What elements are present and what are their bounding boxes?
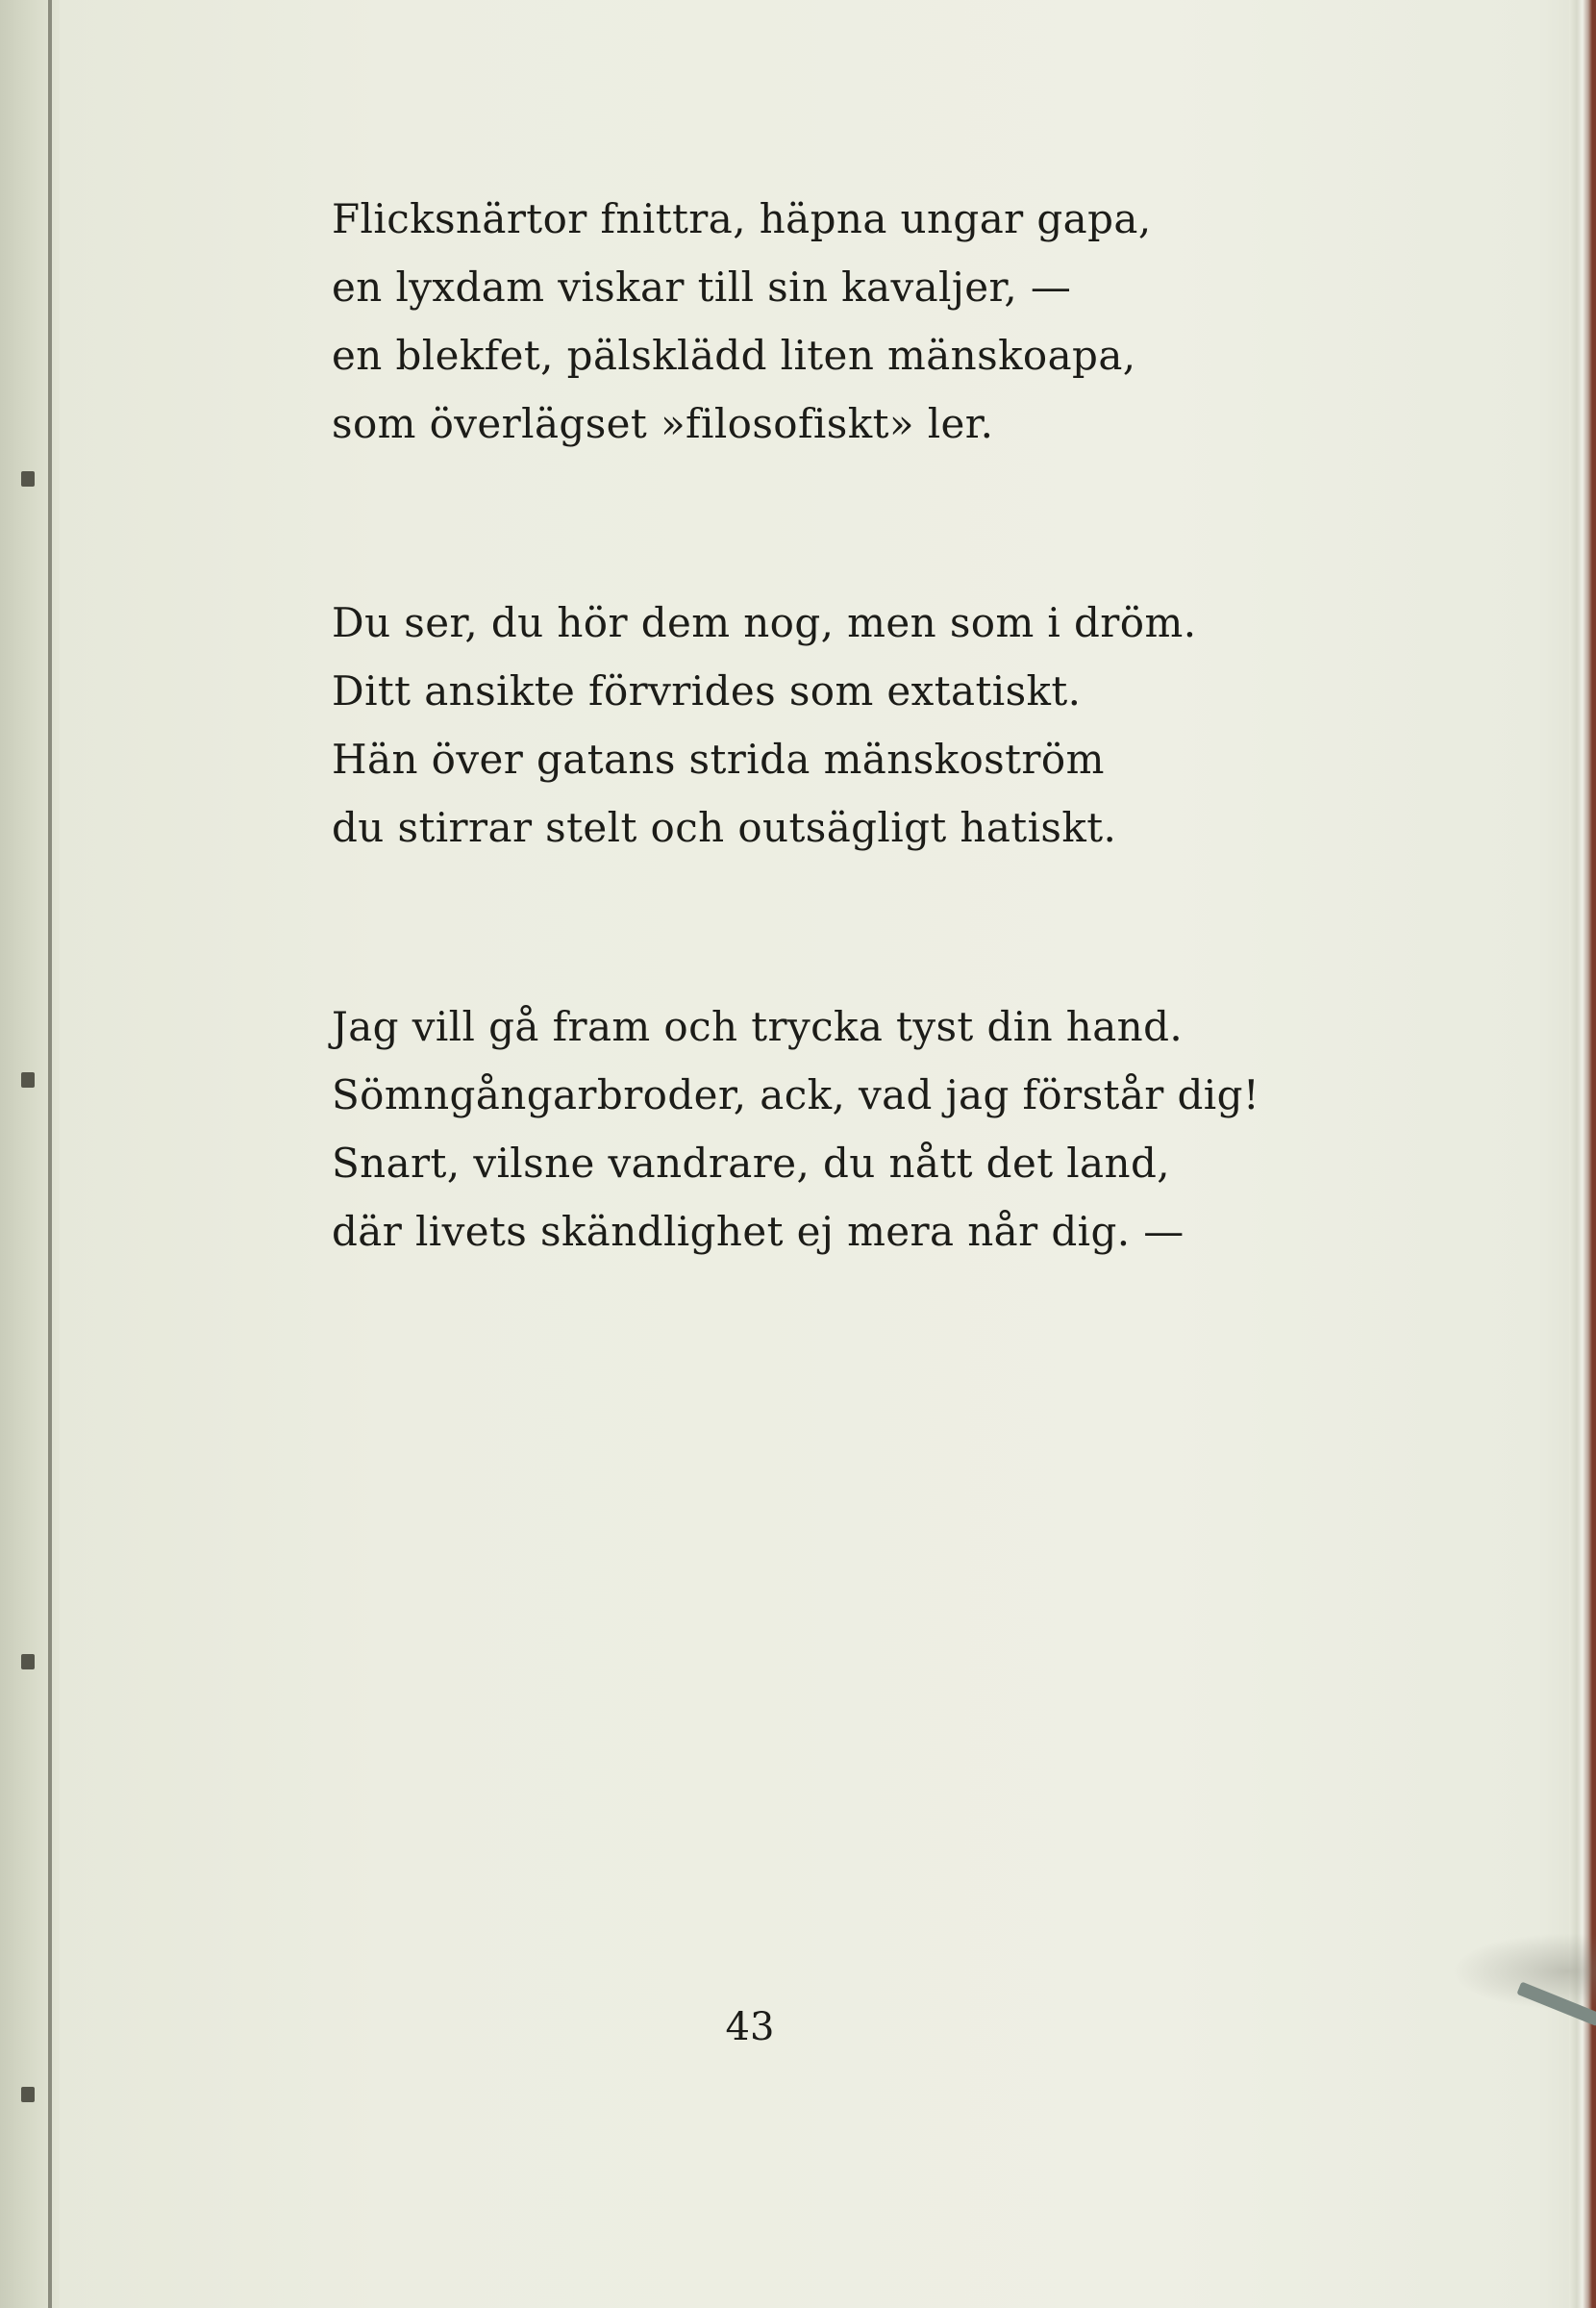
binding-notch [21,1654,35,1669]
bookmark-shadow [1452,1933,1596,2010]
poem-line: du stirrar stelt och outsägligt hatiskt. [332,804,1117,851]
poem-line: Hän över gatans strida mänskoström [332,736,1105,783]
poem-line: en lyxdam viskar till sin kavaljer, — [332,263,1072,311]
stanza-1 [332,185,1312,458]
binding-fold [48,0,52,2308]
poem-line: Flicksnärtor fnittra, häpna ungar gapa, [332,195,1152,242]
binding-notch [21,1072,35,1088]
binding-notch [21,2087,35,2102]
poem-line: en blekfet, pälsklädd liten mänskoapa, [332,332,1136,379]
stanza-3 [332,992,1312,1266]
poem-line: Snart, vilsne vandrare, du nått det land, [332,1140,1170,1187]
poem-line: Jag vill gå fram och trycka tyst din hand. [332,1003,1184,1050]
poem-line: Ditt ansikte förvrides som extatiskt. [332,667,1082,715]
poem-line: där livets skändlighet ej mera når dig. — [332,1208,1185,1255]
poem-line: Du ser, du hör dem nog, men som i dröm. [332,599,1197,646]
poem-line: som överlägset »filosofiskt» ler. [332,400,994,447]
poem-line: Sömngångarbroder, ack, vad jag förstår dig! [332,1071,1260,1118]
binding-notch [21,471,35,487]
poem-text [332,185,1312,1396]
page-number: 43 [725,2005,775,2049]
stanza-2 [332,589,1312,862]
